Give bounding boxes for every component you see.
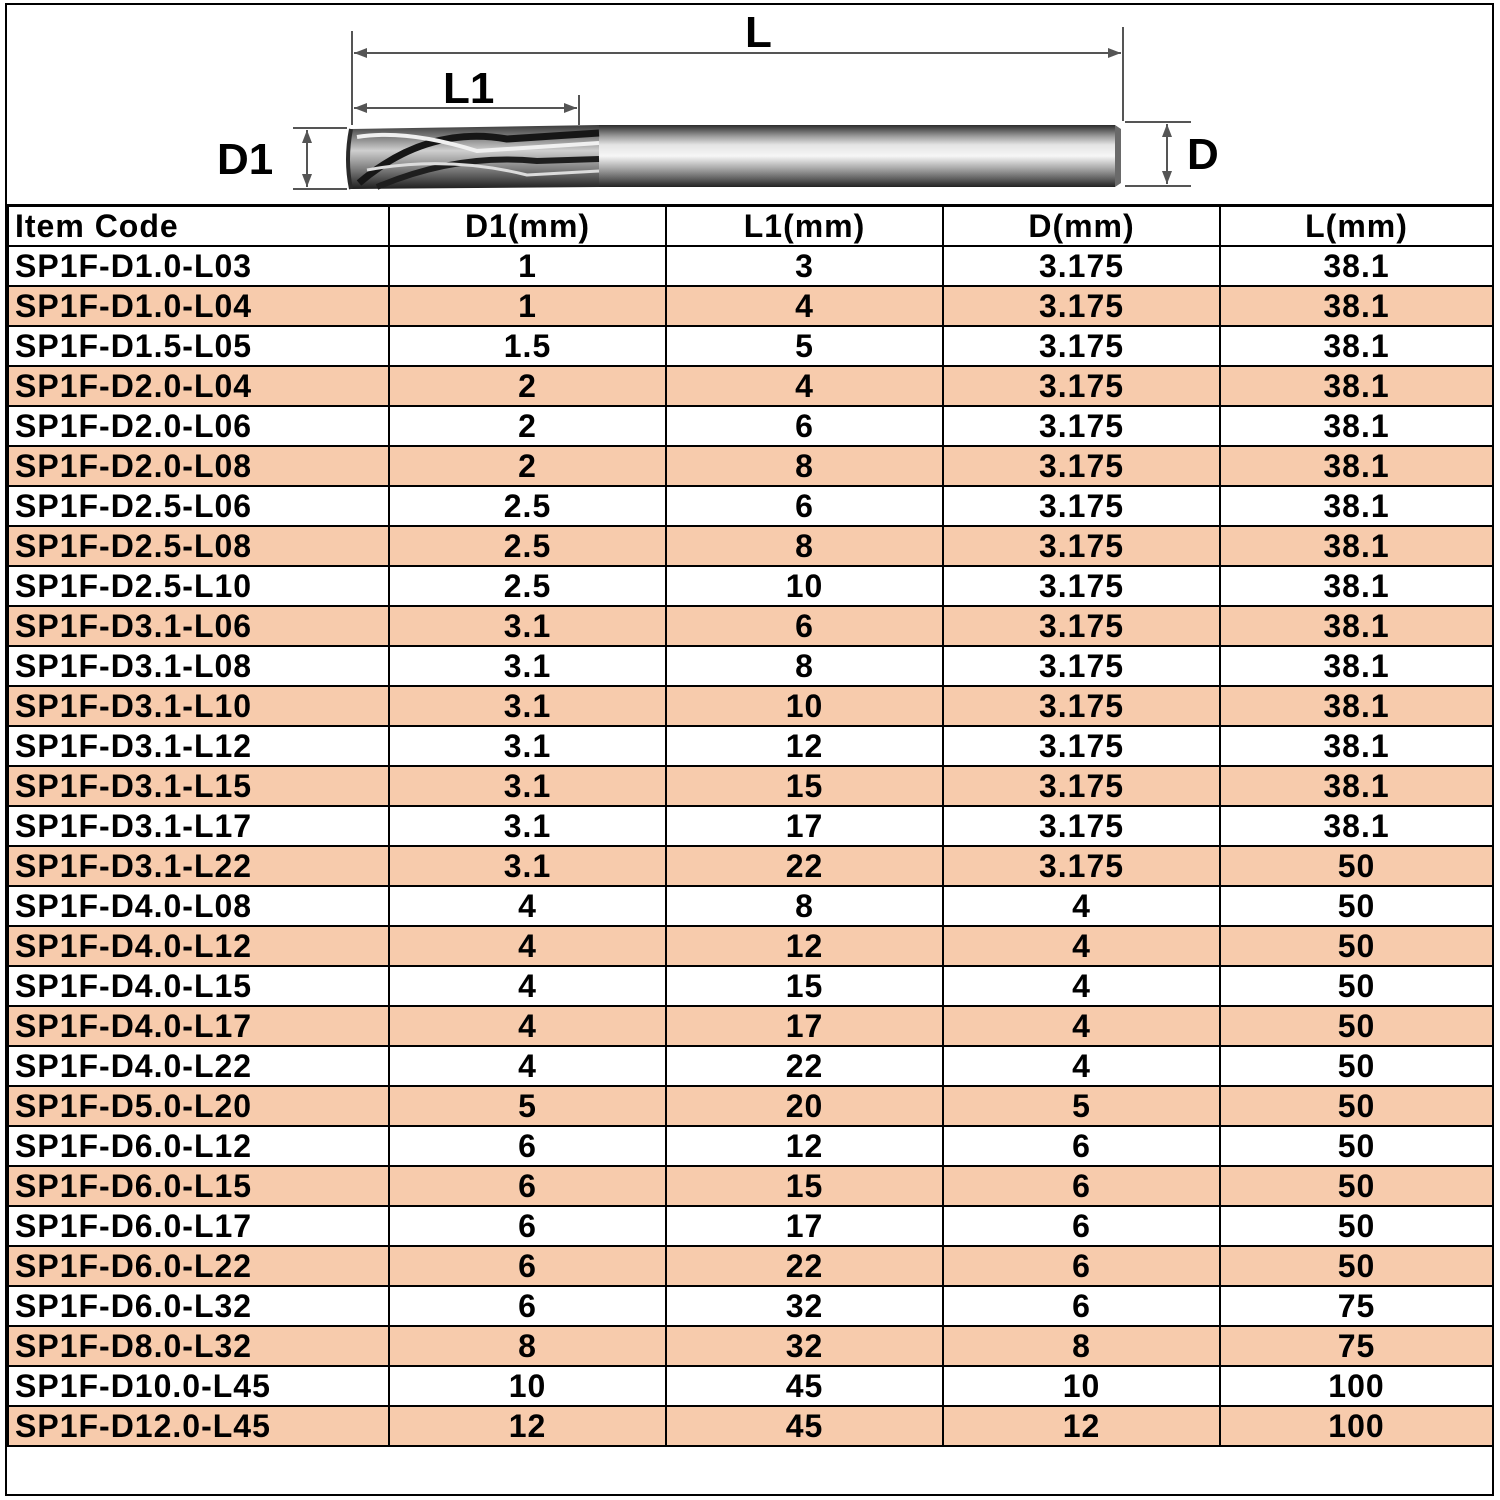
cell-item-code: SP1F-D2.0-L04 — [8, 366, 389, 406]
cell-l1: 20 — [666, 1086, 943, 1126]
cell-d1: 4 — [389, 926, 666, 966]
cell-item-code: SP1F-D2.5-L10 — [8, 566, 389, 606]
cell-d1: 3.1 — [389, 846, 666, 886]
label-L1: L1 — [443, 64, 495, 113]
cell-item-code: SP1F-D1.5-L05 — [8, 326, 389, 366]
cell-d1: 3.1 — [389, 806, 666, 846]
cell-l1: 17 — [666, 1006, 943, 1046]
cell-l1: 10 — [666, 686, 943, 726]
cell-l: 50 — [1220, 846, 1493, 886]
cell-item-code: SP1F-D2.5-L06 — [8, 486, 389, 526]
cell-item-code: SP1F-D8.0-L32 — [8, 1326, 389, 1366]
cell-d1: 5 — [389, 1086, 666, 1126]
cell-d: 3.175 — [943, 606, 1220, 646]
table-row — [8, 286, 1493, 326]
table-row — [8, 806, 1493, 846]
cell-d: 6 — [943, 1126, 1220, 1166]
cell-item-code: SP1F-D4.0-L15 — [8, 966, 389, 1006]
cell-d1: 3.1 — [389, 766, 666, 806]
cell-d1: 3.1 — [389, 606, 666, 646]
table-row — [8, 1286, 1493, 1326]
cell-d: 3.175 — [943, 366, 1220, 406]
cell-l: 38.1 — [1220, 726, 1493, 766]
cell-l: 38.1 — [1220, 366, 1493, 406]
cell-l1: 8 — [666, 526, 943, 566]
cell-item-code: SP1F-D2.0-L06 — [8, 406, 389, 446]
cell-d: 3.175 — [943, 806, 1220, 846]
cell-d: 3.175 — [943, 646, 1220, 686]
table-row — [8, 486, 1493, 526]
cell-l: 38.1 — [1220, 246, 1493, 286]
cell-d: 6 — [943, 1206, 1220, 1246]
cell-item-code: SP1F-D6.0-L32 — [8, 1286, 389, 1326]
cell-l1: 4 — [666, 366, 943, 406]
cell-d: 6 — [943, 1286, 1220, 1326]
table-row — [8, 766, 1493, 806]
cell-d1: 6 — [389, 1206, 666, 1246]
cell-l: 50 — [1220, 1206, 1493, 1246]
header-l1: L1(mm) — [666, 206, 943, 247]
cell-l1: 12 — [666, 1126, 943, 1166]
cell-l1: 22 — [666, 1046, 943, 1086]
cell-l: 38.1 — [1220, 566, 1493, 606]
cell-d: 3.175 — [943, 686, 1220, 726]
header-d: D(mm) — [943, 206, 1220, 247]
table-row — [8, 1126, 1493, 1166]
cell-l1: 12 — [666, 726, 943, 766]
table-row — [8, 1246, 1493, 1286]
table-row — [8, 1326, 1493, 1366]
dimension-line-D — [1125, 122, 1191, 186]
cell-l1: 17 — [666, 806, 943, 846]
label-L: L — [745, 8, 772, 57]
cell-d: 4 — [943, 1046, 1220, 1086]
cell-l: 50 — [1220, 1046, 1493, 1086]
table-row — [8, 886, 1493, 926]
table-row — [8, 606, 1493, 646]
cell-l: 38.1 — [1220, 766, 1493, 806]
cell-l: 100 — [1220, 1406, 1493, 1446]
cell-l1: 15 — [666, 1166, 943, 1206]
cell-d: 3.175 — [943, 726, 1220, 766]
table-body — [8, 246, 1493, 1446]
cell-d: 12 — [943, 1406, 1220, 1446]
cell-item-code: SP1F-D1.0-L04 — [8, 286, 389, 326]
cell-l: 50 — [1220, 1166, 1493, 1206]
table-row — [8, 446, 1493, 486]
cell-l: 38.1 — [1220, 526, 1493, 566]
spec-table — [7, 204, 1494, 1447]
cell-d: 3.175 — [943, 846, 1220, 886]
header-l: L(mm) — [1220, 206, 1493, 247]
table-header-row — [8, 206, 1493, 247]
cell-d: 3.175 — [943, 486, 1220, 526]
cell-item-code: SP1F-D1.0-L03 — [8, 246, 389, 286]
cell-item-code: SP1F-D4.0-L08 — [8, 886, 389, 926]
cell-d1: 3.1 — [389, 686, 666, 726]
cell-d: 4 — [943, 886, 1220, 926]
cell-l: 75 — [1220, 1326, 1493, 1366]
cell-d: 5 — [943, 1086, 1220, 1126]
cell-l: 75 — [1220, 1286, 1493, 1326]
cell-d1: 4 — [389, 1046, 666, 1086]
cell-d: 3.175 — [943, 526, 1220, 566]
cell-d1: 2 — [389, 446, 666, 486]
cell-item-code: SP1F-D3.1-L15 — [8, 766, 389, 806]
cell-item-code: SP1F-D6.0-L12 — [8, 1126, 389, 1166]
cell-l: 50 — [1220, 1246, 1493, 1286]
cell-l: 50 — [1220, 1006, 1493, 1046]
cell-d1: 6 — [389, 1246, 666, 1286]
cell-d1: 10 — [389, 1366, 666, 1406]
cell-l: 38.1 — [1220, 286, 1493, 326]
spec-sheet — [5, 3, 1494, 1496]
cell-l: 38.1 — [1220, 446, 1493, 486]
cell-l1: 22 — [666, 846, 943, 886]
table-row — [8, 646, 1493, 686]
cell-d1: 1.5 — [389, 326, 666, 366]
cell-item-code: SP1F-D6.0-L15 — [8, 1166, 389, 1206]
cell-l1: 8 — [666, 646, 943, 686]
table-row — [8, 686, 1493, 726]
cell-item-code: SP1F-D3.1-L12 — [8, 726, 389, 766]
cell-item-code: SP1F-D6.0-L17 — [8, 1206, 389, 1246]
cell-d1: 3.1 — [389, 726, 666, 766]
cell-l1: 15 — [666, 966, 943, 1006]
cell-item-code: SP1F-D3.1-L10 — [8, 686, 389, 726]
cell-d: 8 — [943, 1326, 1220, 1366]
cell-l: 50 — [1220, 1086, 1493, 1126]
cell-item-code: SP1F-D4.0-L17 — [8, 1006, 389, 1046]
table-row — [8, 1006, 1493, 1046]
table-row — [8, 526, 1493, 566]
cell-l1: 15 — [666, 766, 943, 806]
table-row — [8, 326, 1493, 366]
cell-l1: 45 — [666, 1366, 943, 1406]
cell-item-code: SP1F-D5.0-L20 — [8, 1086, 389, 1126]
cell-d: 3.175 — [943, 246, 1220, 286]
cell-d: 4 — [943, 966, 1220, 1006]
table-row — [8, 1206, 1493, 1246]
cell-d1: 4 — [389, 886, 666, 926]
cell-l: 50 — [1220, 1126, 1493, 1166]
cell-item-code: SP1F-D3.1-L17 — [8, 806, 389, 846]
cell-l1: 12 — [666, 926, 943, 966]
cell-d1: 2.5 — [389, 526, 666, 566]
cell-item-code: SP1F-D12.0-L45 — [8, 1406, 389, 1446]
cell-l: 38.1 — [1220, 806, 1493, 846]
table-row — [8, 726, 1493, 766]
cell-l1: 32 — [666, 1326, 943, 1366]
cell-d1: 12 — [389, 1406, 666, 1446]
cell-item-code: SP1F-D4.0-L22 — [8, 1046, 389, 1086]
table-row — [8, 1166, 1493, 1206]
cell-l: 50 — [1220, 966, 1493, 1006]
cell-l: 38.1 — [1220, 406, 1493, 446]
cell-d: 6 — [943, 1166, 1220, 1206]
cell-d1: 6 — [389, 1126, 666, 1166]
cell-l: 50 — [1220, 926, 1493, 966]
table-row — [8, 966, 1493, 1006]
cell-l: 38.1 — [1220, 646, 1493, 686]
cell-d1: 4 — [389, 1006, 666, 1046]
table-row — [8, 366, 1493, 406]
cell-item-code: SP1F-D10.0-L45 — [8, 1366, 389, 1406]
cell-l1: 6 — [666, 486, 943, 526]
cell-d1: 1 — [389, 286, 666, 326]
cell-item-code: SP1F-D3.1-L06 — [8, 606, 389, 646]
cell-item-code: SP1F-D2.0-L08 — [8, 446, 389, 486]
cell-l1: 22 — [666, 1246, 943, 1286]
table-row — [8, 1086, 1493, 1126]
table-row — [8, 566, 1493, 606]
cell-l: 38.1 — [1220, 486, 1493, 526]
cell-l1: 45 — [666, 1406, 943, 1446]
end-mill-dimension-diagram — [7, 5, 1496, 204]
table-row — [8, 406, 1493, 446]
cell-l1: 32 — [666, 1286, 943, 1326]
cell-d: 3.175 — [943, 766, 1220, 806]
cell-d: 4 — [943, 1006, 1220, 1046]
cell-d: 6 — [943, 1246, 1220, 1286]
cell-l1: 6 — [666, 406, 943, 446]
cell-d1: 1 — [389, 246, 666, 286]
end-mill-body — [348, 125, 1121, 189]
cell-d: 3.175 — [943, 326, 1220, 366]
cell-l1: 10 — [666, 566, 943, 606]
cell-l: 50 — [1220, 886, 1493, 926]
table-row — [8, 846, 1493, 886]
cell-d1: 6 — [389, 1286, 666, 1326]
dimension-line-D1 — [293, 128, 347, 189]
cell-item-code: SP1F-D2.5-L08 — [8, 526, 389, 566]
cell-d1: 2.5 — [389, 486, 666, 526]
cell-d1: 3.1 — [389, 646, 666, 686]
cell-l1: 3 — [666, 246, 943, 286]
cell-d1: 2 — [389, 366, 666, 406]
cell-d1: 4 — [389, 966, 666, 1006]
cell-l: 38.1 — [1220, 686, 1493, 726]
cell-d: 3.175 — [943, 446, 1220, 486]
table-row — [8, 1046, 1493, 1086]
header-item-code: Item Code — [8, 206, 389, 247]
cell-l: 100 — [1220, 1366, 1493, 1406]
cell-d: 3.175 — [943, 406, 1220, 446]
cell-d1: 2.5 — [389, 566, 666, 606]
cell-d1: 2 — [389, 406, 666, 446]
cell-l: 38.1 — [1220, 606, 1493, 646]
cell-l1: 17 — [666, 1206, 943, 1246]
table-row — [8, 246, 1493, 286]
cell-d: 3.175 — [943, 286, 1220, 326]
cell-item-code: SP1F-D3.1-L22 — [8, 846, 389, 886]
cell-item-code: SP1F-D6.0-L22 — [8, 1246, 389, 1286]
label-D1: D1 — [217, 135, 274, 184]
cell-l1: 4 — [666, 286, 943, 326]
cell-item-code: SP1F-D4.0-L12 — [8, 926, 389, 966]
cell-d: 3.175 — [943, 566, 1220, 606]
cell-d1: 6 — [389, 1166, 666, 1206]
cell-item-code: SP1F-D3.1-L08 — [8, 646, 389, 686]
cell-d: 4 — [943, 926, 1220, 966]
cell-l1: 8 — [666, 886, 943, 926]
table-row — [8, 926, 1493, 966]
header-d1: D1(mm) — [389, 206, 666, 247]
table-row — [8, 1406, 1493, 1446]
cell-d: 10 — [943, 1366, 1220, 1406]
cell-d1: 8 — [389, 1326, 666, 1366]
label-D: D — [1187, 130, 1219, 179]
cell-l1: 5 — [666, 326, 943, 366]
table-row — [8, 1366, 1493, 1406]
cell-l1: 8 — [666, 446, 943, 486]
cell-l1: 6 — [666, 606, 943, 646]
cell-l: 38.1 — [1220, 326, 1493, 366]
